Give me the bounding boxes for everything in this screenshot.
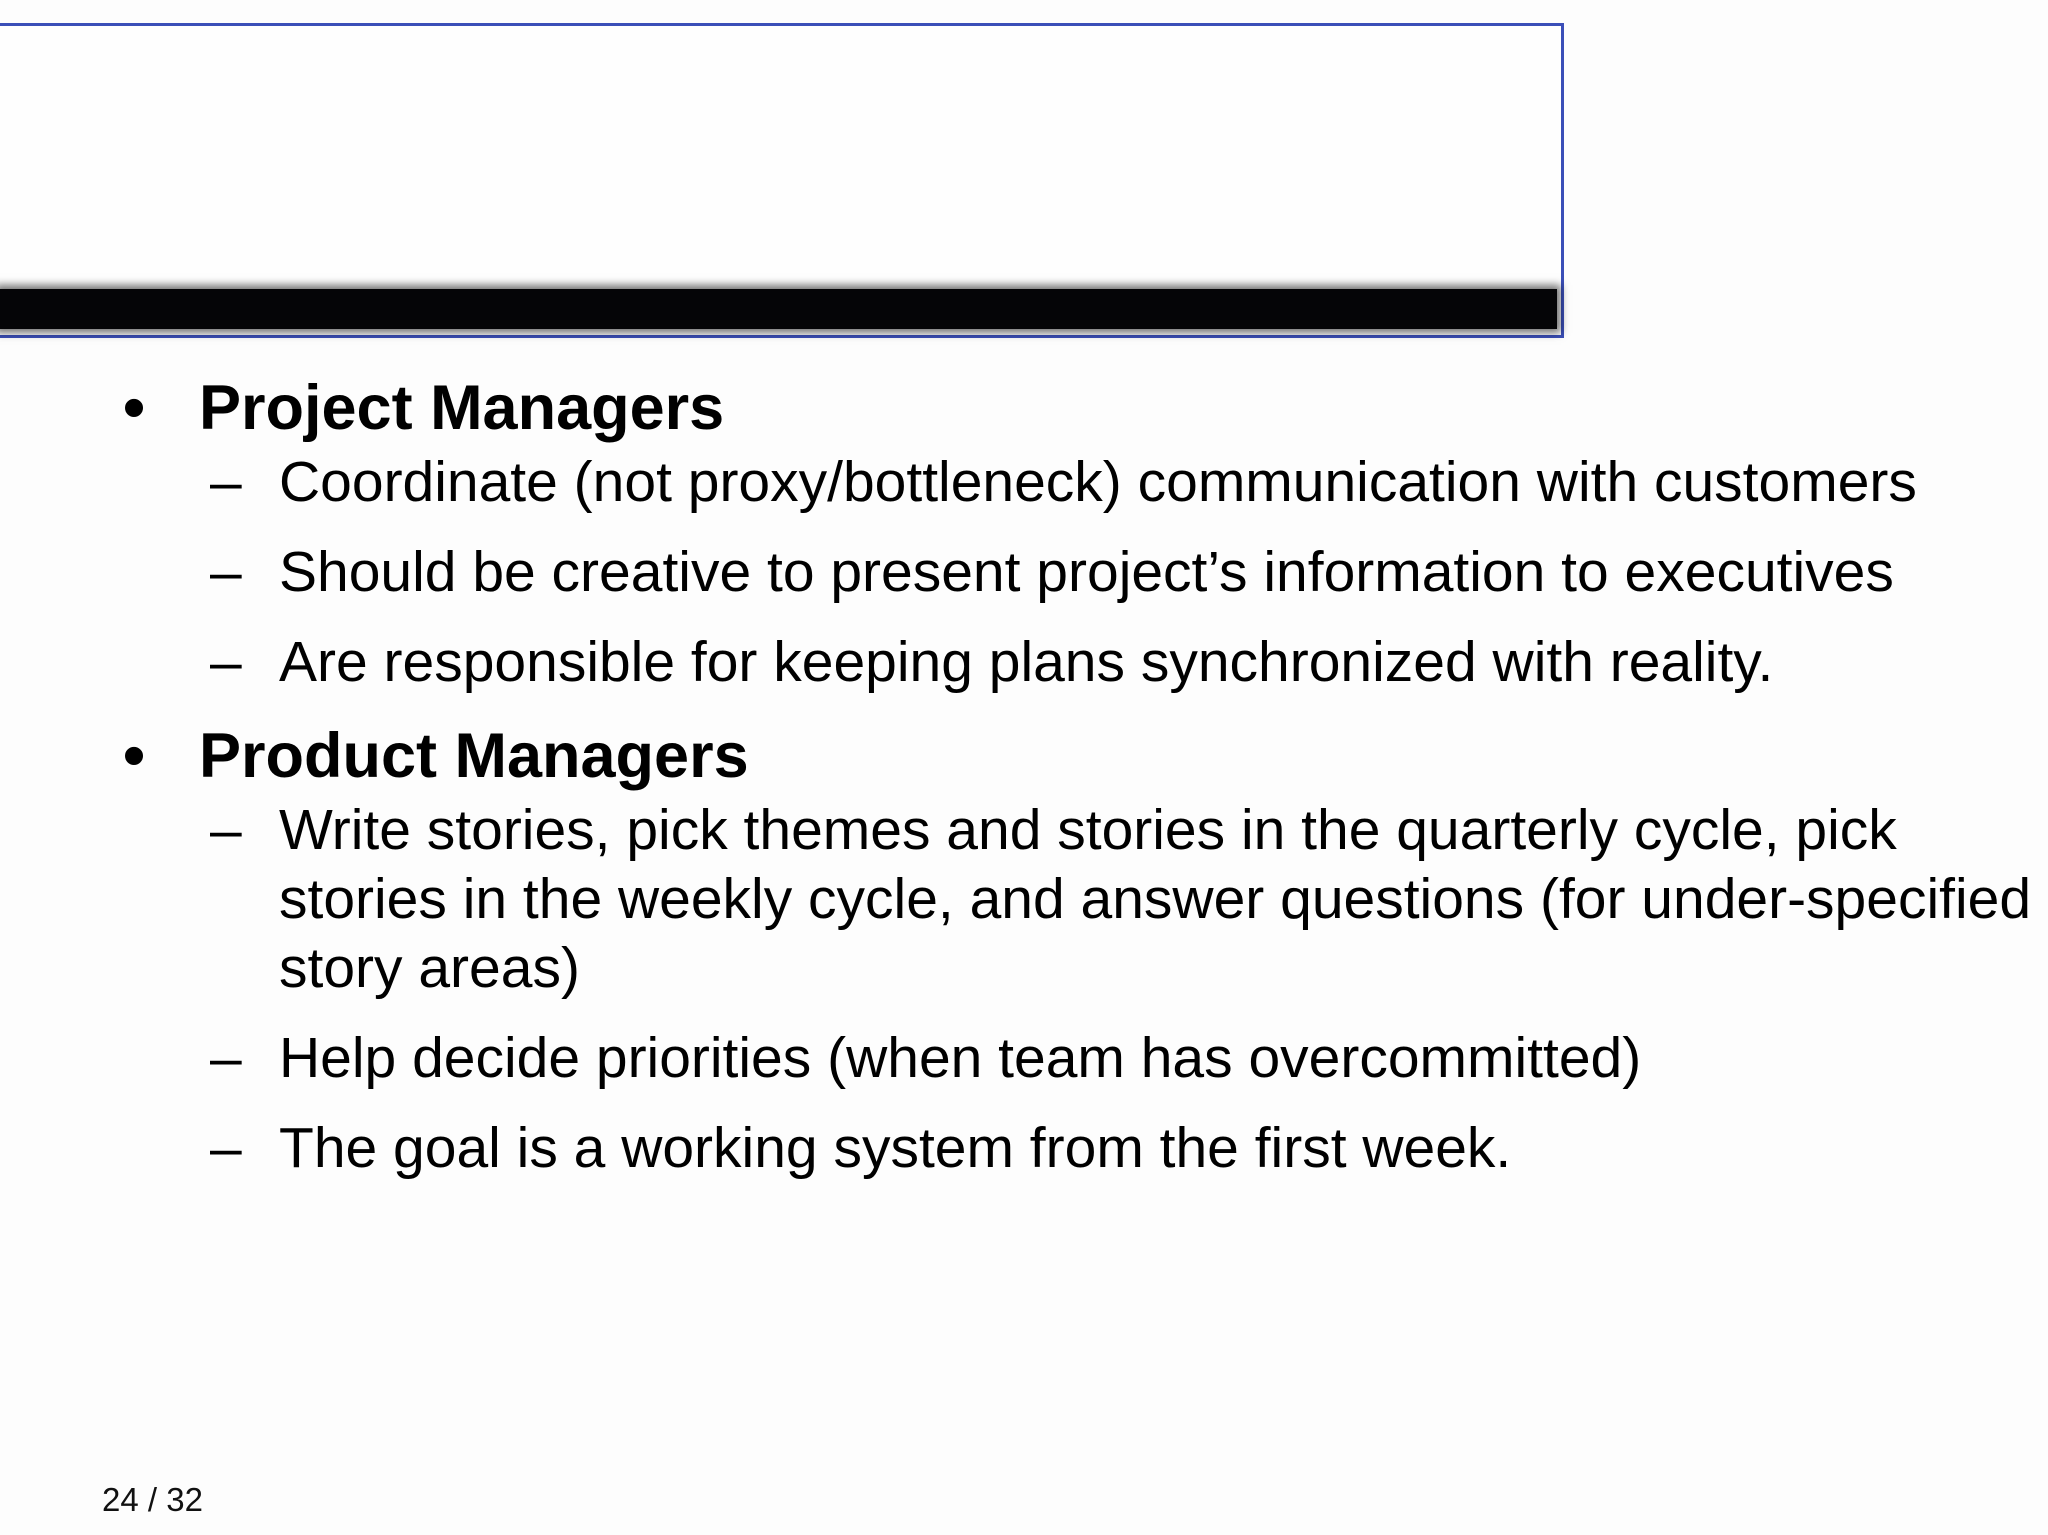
sub-bullet (0, 538, 2048, 607)
dash-icon: – (210, 798, 242, 862)
dash-icon: – (210, 540, 242, 604)
slide-title-box (0, 23, 1564, 338)
heading-text: Product Managers (199, 721, 749, 791)
sub-bullet (0, 628, 2048, 697)
bullet-icon: • (123, 373, 146, 443)
sub-bullet-text: Should be creative to present project’s information to executives (279, 540, 1894, 604)
sub-bullet (0, 1024, 2048, 1093)
sub-bullet-text: Help decide priorities (when team has overcommitted) (279, 1026, 1642, 1090)
sub-bullet-text: The goal is a working system from the first week. (279, 1116, 1512, 1180)
section-project-managers (0, 370, 2048, 697)
dash-icon: – (210, 1026, 242, 1090)
sub-bullet-text: Are responsible for keeping plans synchronized with reality. (279, 630, 1774, 694)
sub-bullet-text: Write stories, pick themes and stories in the quarterly cycle, pick stories in the weekly cycle, and answer questions (for under-specified story areas) (279, 798, 2032, 1000)
heading-text: Project Managers (199, 373, 725, 443)
section-product-managers (0, 718, 2048, 1183)
dash-icon: – (210, 1116, 242, 1180)
sub-bullet-text: Coordinate (not proxy/bottleneck) communication with customers (279, 450, 1917, 514)
bullet-heading (0, 370, 2048, 446)
title-underline-bar (0, 289, 1557, 329)
bullet-heading (0, 718, 2048, 794)
sub-bullet (0, 448, 2048, 517)
page-number: 24 / 32 (102, 1481, 203, 1518)
bullet-icon: • (123, 721, 146, 791)
dash-icon: – (210, 450, 242, 514)
dash-icon: – (210, 630, 242, 694)
sub-bullet (0, 1114, 2048, 1183)
slide-content (0, 370, 2048, 1204)
sub-bullet (0, 796, 2048, 1003)
